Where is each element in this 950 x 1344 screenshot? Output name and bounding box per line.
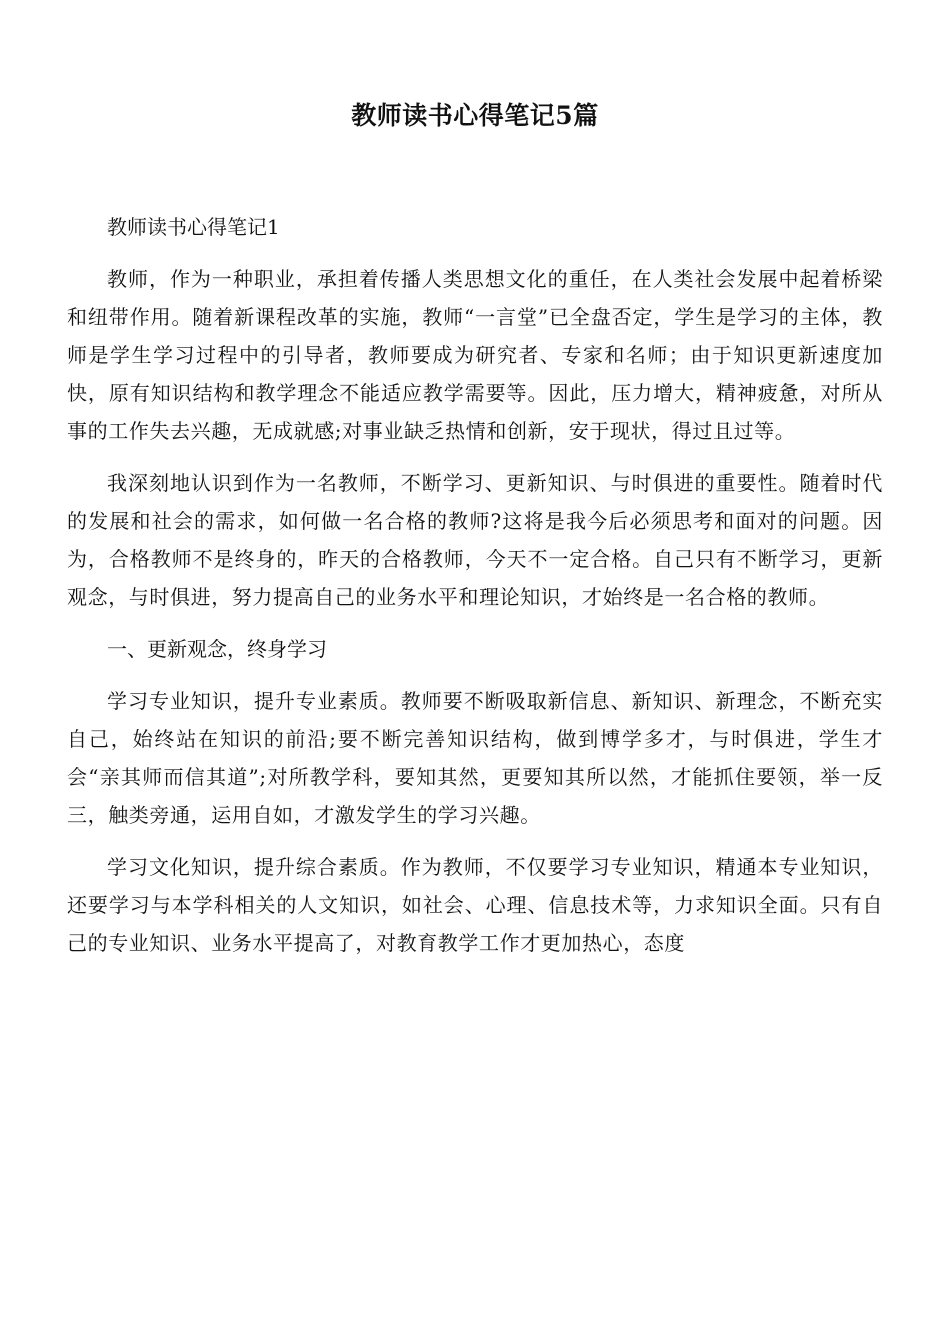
document-title: 教师读书心得笔记5篇 [351, 101, 599, 130]
paragraph: 学习文化知识，提升综合素质。作为教师，不仅要学习专业知识，精通本专业知识，还要学习与本学科相关的人文知识，如社会、心理、信息技术等，力求知识全面。只有自己的专业知识、业务水平提高了，对教育教学工作才更加热心，态度 [67, 855, 883, 955]
essay-subtitle: 教师读书心得笔记1 [107, 215, 280, 239]
section-heading: 一、更新观念，终身学习 [107, 637, 327, 661]
paragraph: 我深刻地认识到作为一名教师，不断学习、更新知识、与时俱进的重要性。随着时代的发展和社会的需求，如何做一名合格的教师?这将是我今后必须思考和面对的问题。因为，合格教师不是终身的，昨天的合格教师，今天不一定合格。自己只有不断学习，更新观念，与时俱进，努力提高自己的业务水平和理论知识，才始终是一名合格的教师。 [67, 471, 883, 609]
paragraph: 学习专业知识，提升专业素质。教师要不断吸取新信息、新知识、新理念，不断充实自己，始终站在知识的前沿;要不断完善知识结构，做到博学多才，与时俱进，学生才会“亲其师而信其道”;对所教学科，要知其然，更要知其所以然，才能抓住要领，举一反三，触类旁通，运用自如，才激发学生的学习兴趣。 [67, 689, 883, 827]
paragraph: 教师，作为一种职业，承担着传播人类思想文化的重任，在人类社会发展中起着桥梁和纽带作用。随着新课程改革的实施，教师“一言堂”已全盘否定，学生是学习的主体，教师是学生学习过程中的引导者，教师要成为研究者、专家和名师；由于知识更新速度加快，原有知识结构和教学理念不能适应教学需要等。因此，压力增大，精神疲惫，对所从事的工作失去兴趣，无成就感;对事业缺乏热情和创新，安于现状，得过且过等。 [67, 267, 883, 443]
document-body [67, 208, 883, 976]
